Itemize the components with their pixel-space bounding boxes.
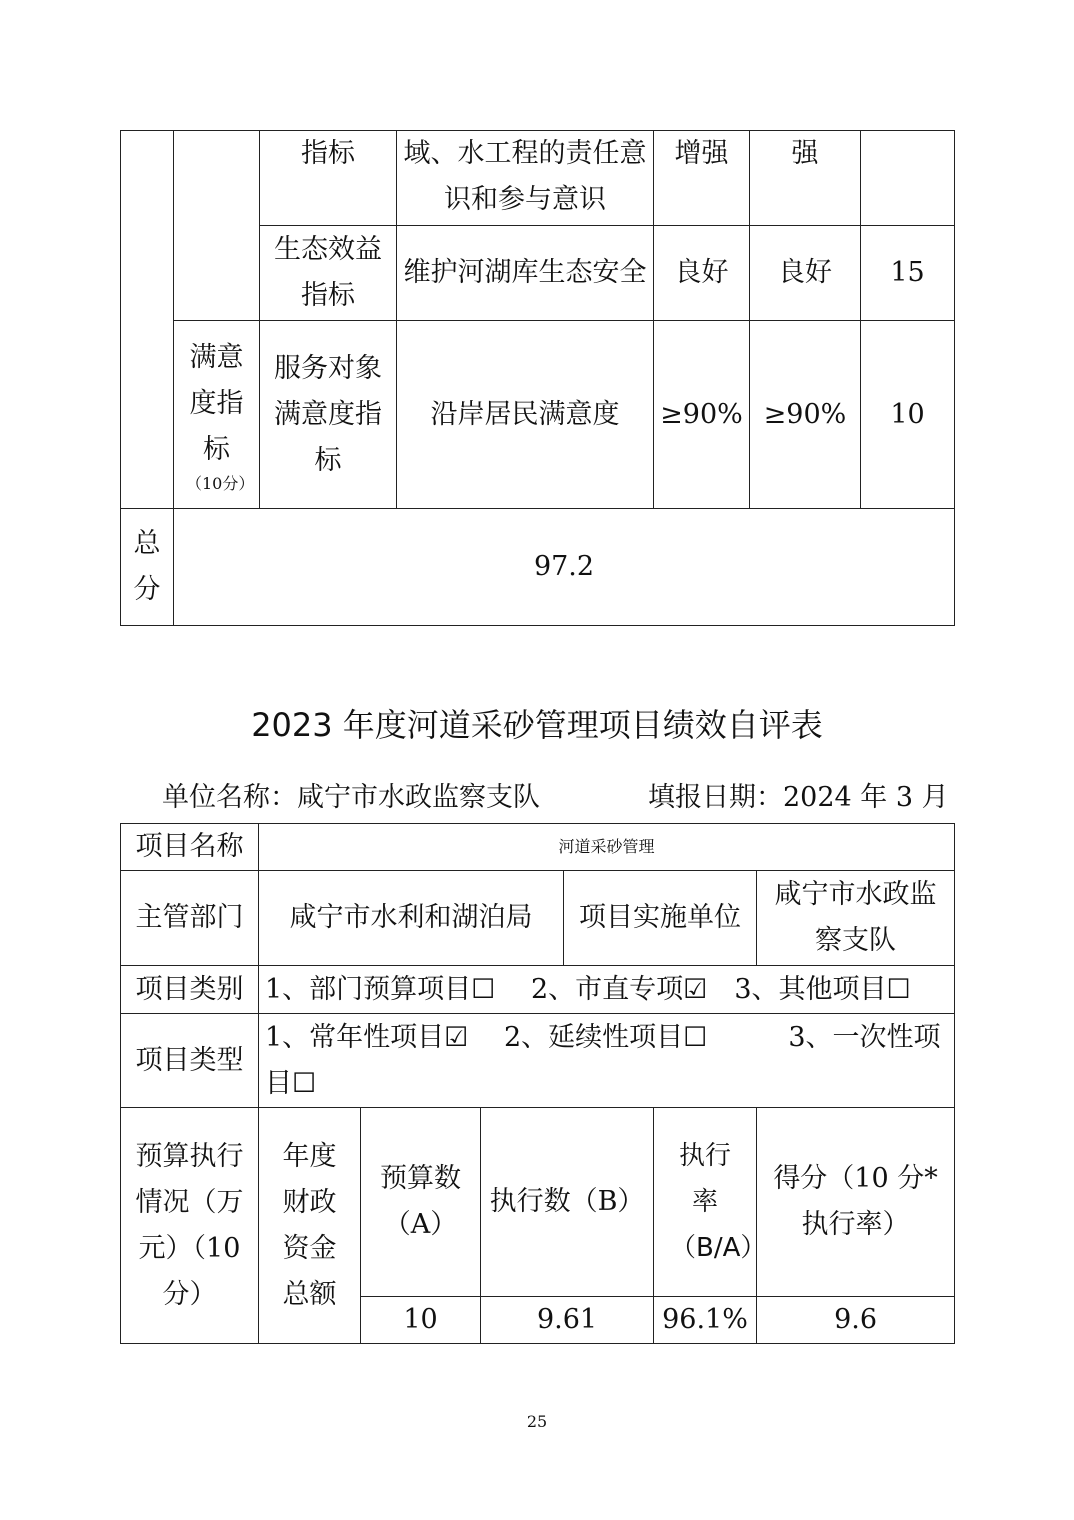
cell-value-score: 9.6 <box>757 1297 955 1344</box>
cell-label: 项目类型 <box>121 1014 259 1108</box>
cell-score: 15 <box>861 226 955 321</box>
cell-budget-sub-label: 年度财政资金总额 <box>259 1108 361 1344</box>
cell-empty <box>174 131 260 321</box>
table-row <box>121 1108 955 1297</box>
table-row <box>121 1014 955 1108</box>
cell-target: 增强 <box>654 131 750 226</box>
cell-indicator-type: 服务对象满意度指标 <box>260 321 397 509</box>
cell-actual: 强 <box>750 131 861 226</box>
cell-empty <box>121 131 174 509</box>
cell-indicator-type: 生态效益指标 <box>260 226 397 321</box>
cell-actual: ≥90% <box>750 321 861 509</box>
cell-actual: 良好 <box>750 226 861 321</box>
cell-budget-label: 预算执行情况（万元）（10分） <box>121 1108 259 1344</box>
cell-value-a: 10 <box>361 1297 481 1344</box>
fill-date: 填报日期：2024 年 3 月 <box>648 782 949 813</box>
table-self-evaluation <box>120 823 955 1344</box>
table-row <box>121 321 955 509</box>
cell-implementing-unit: 咸宁市水政监察支队 <box>757 871 955 966</box>
cell-indicator-content: 沿岸居民满意度 <box>397 321 654 509</box>
table-row <box>121 966 955 1014</box>
cell-total-value: 97.2 <box>174 509 955 626</box>
satisfaction-points: （10分） <box>186 473 255 493</box>
page-number: 25 <box>526 1412 548 1431</box>
table-row <box>121 824 955 871</box>
cell-score <box>861 131 955 226</box>
cell-header-score: 得分（10 分*执行率） <box>757 1108 955 1297</box>
satisfaction-label: 满意度指标 <box>189 341 244 465</box>
cell-project-category: 1、部门预算项目☐ 2、市直专项☑ 3、其他项目☐ <box>259 966 955 1014</box>
table-row <box>121 131 955 226</box>
cell-value-rate: 96.1% <box>654 1297 757 1344</box>
cell-header-b: 执行数（B） <box>481 1108 654 1297</box>
cell-label: 项目类别 <box>121 966 259 1014</box>
table-row <box>121 871 955 966</box>
cell-satisfaction-indicator <box>174 321 260 509</box>
cell-indicator-type: 指标 <box>260 131 397 226</box>
cell-score: 10 <box>861 321 955 509</box>
cell-value-b: 9.61 <box>481 1297 654 1344</box>
cell-project-name: 河道采砂管理 <box>259 824 955 871</box>
cell-header-a: 预算数（A） <box>361 1108 481 1297</box>
cell-department: 咸宁市水利和湖泊局 <box>259 871 564 966</box>
cell-project-type: 1、常年性项目☑ 2、延续性项目☐ 3、一次性项目☐ <box>259 1014 955 1108</box>
cell-total-label: 总分 <box>121 509 174 626</box>
cell-indicator-content: 域、水工程的责任意识和参与意识 <box>397 131 654 226</box>
cell-label: 项目名称 <box>121 824 259 871</box>
table-performance-indicators <box>120 130 955 626</box>
cell-indicator-content: 维护河湖库生态安全 <box>397 226 654 321</box>
unit-name: 单位名称：咸宁市水政监察支队 <box>162 782 540 813</box>
cell-target: 良好 <box>654 226 750 321</box>
page-title: 2023 年度河道采砂管理项目绩效自评表 <box>251 706 823 744</box>
cell-label: 项目实施单位 <box>564 871 757 966</box>
cell-label: 主管部门 <box>121 871 259 966</box>
cell-target: ≥90% <box>654 321 750 509</box>
table-row-total <box>121 509 955 626</box>
cell-header-rate: 执行率（B/A） <box>654 1108 757 1297</box>
